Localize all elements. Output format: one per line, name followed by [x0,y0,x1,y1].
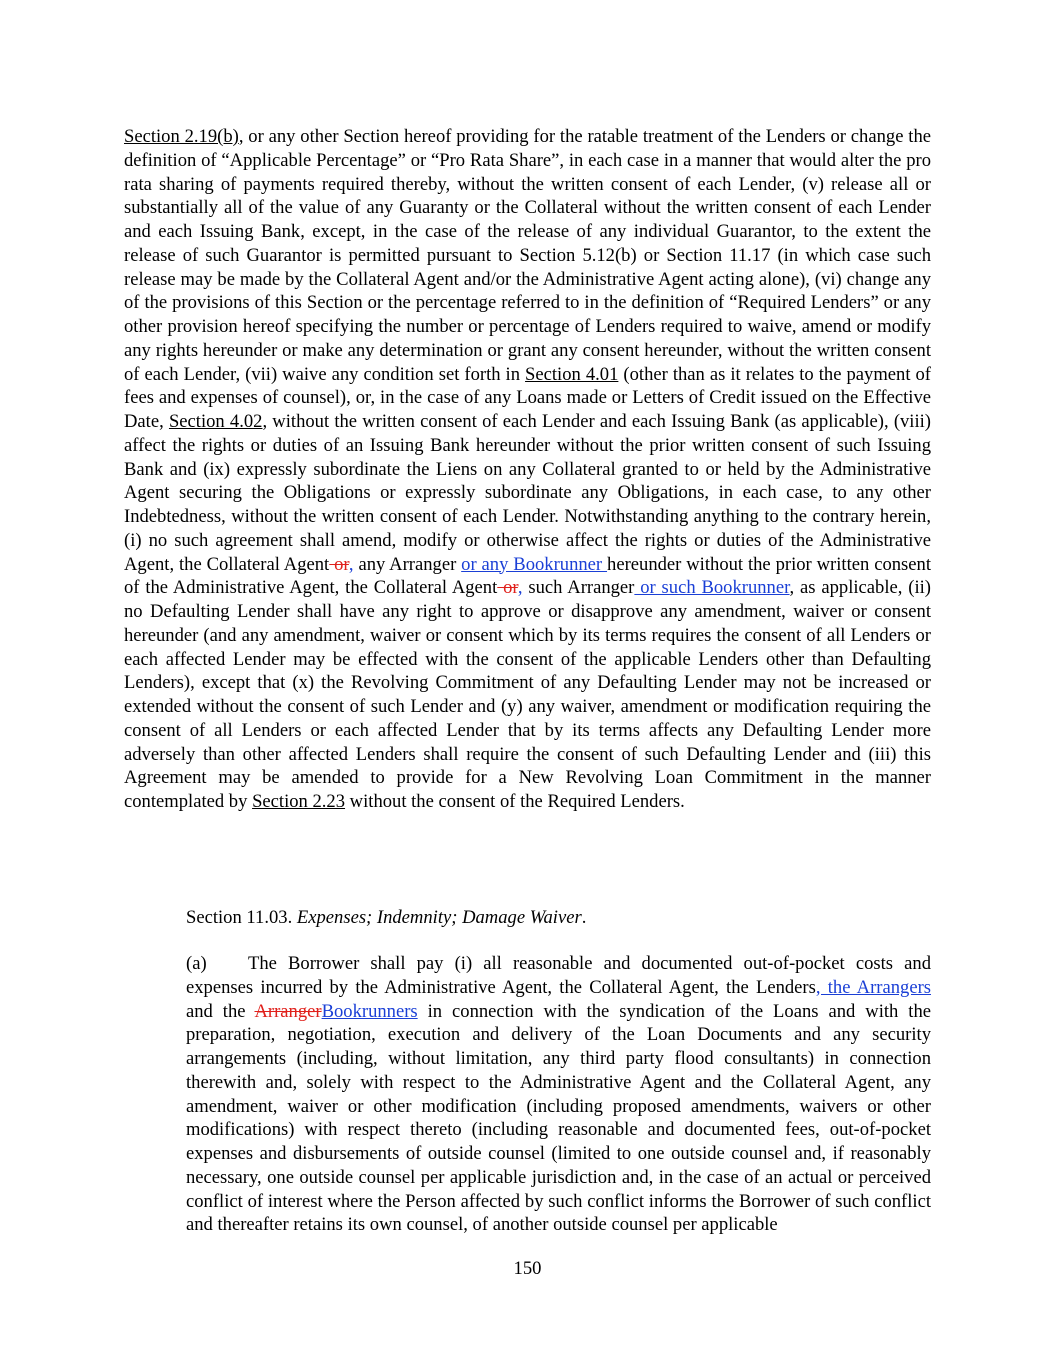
section-number: Section 11.03. [186,907,297,928]
amendments-paragraph [124,125,931,814]
text-run: and the [186,1000,255,1022]
section-ref: Section 4.02 [168,411,263,432]
text-run: hereunder without the prior written consent of the Administrative Agent, the Collateral Agent [124,553,931,599]
inserted-text: or any Bookrunner [461,553,608,575]
section-ref: Section 4.01 [525,363,619,385]
section-ref: Section 2.23 [252,791,346,812]
inserted-text: , the Arrangers [815,976,931,998]
section-title: Expenses; Indemnity; Damage Waiver [296,907,582,928]
clause-label: (a) [186,953,207,974]
page-number: 150 [513,1258,542,1279]
section-heading [124,906,931,930]
deleted-text: or [329,553,349,575]
text-run: any Arranger [353,553,462,575]
deleted-text: or [497,577,518,599]
text-run: such Arranger [522,577,635,599]
text-run: , without the written consent of each Lender and each Issuing Bank (as applicable), (viii) affect the rights or duties of an Issuing Bank hereunder without the prior written consent of such Issuing Bank and (ix) expressly subordinate the Liens on any Collateral granted to or held by the Administrative Agent securing the Obligations or expressly subordinate any Obligations, in each case, to any other Indebtedness, without the written consent of each Lender. Notwithstanding anything to the contrary herein, (i) no such agreement shall amend, modify or otherwise affect the rights or duties of the Administrative Agent, the Collateral Agent [124,411,931,575]
deleted-text: Arranger [254,1000,322,1022]
text-run: , or any other Section hereof providing for the ratable treatment of the Lenders or change the definition of “Applicable Percentage” or “Pro Rata Share”, in each case in a manner that would alter the pro rata sharing of payments required thereby, without the written consent of each Lender, (v) release all or substantially all of the value of any Guaranty or the Collateral without the written consent of each Lender and each Issuing Bank, except, in the case of the release of any individual Guarantor, to the extent the release of such Guarantor is permitted pursuant to Section 5.12(b) or Section 11.17 (in which case such release may be made by the Collateral Agent and/or the Administrative Agent acting alone), (vi) change any of the provisions of this Section or the percentage referred to in the definition of “Required Lenders” or any other provision hereof specifying the number or percentage of Lenders required to waive, amend or modify any rights hereunder or make any determination or grant any consent hereunder, without the written consent of each Lender, (vii) waive any condition set forth in [124,126,932,385]
text-run: in connection with the syndication of the Loans and with the preparation, negotiation, execution and delivery of the Loan Documents and any security arrangements (including, without limitation, any third party flood consultants) in connection therewith and, solely with respect to the Administrative Agent and the Collateral Agent, any amendment, waiver or other modification (including proposed amendments, waivers or other modifications) with respect thereto (including reasonable and documented fees, out-of-pocket expenses and disbursements of outside counsel (limited to one outside counsel and, if reasonably necessary, one outside counsel per applicable jurisdiction and, in the case of an actual or perceived conflict of interest where the Person affected by such conflict informs the Borrower of such conflict and thereafter retains its own counsel, of another outside counsel per applicable [186,1000,931,1236]
inserted-text: , [348,553,354,575]
section-period: . [581,907,587,928]
text-run: (other than as it relates to the payment of fees and expenses of counsel), or, in the case of any Loans made or Letters of Credit issued on the Effective Date, [124,363,931,432]
text-run: , as applicable, (ii) no Defaulting Lender shall have any right to approve or disapprove any amendment, waiver or consent hereunder (and any amendment, waiver or consent which by its terms requires the consent of all Lenders or each affected Lender may be effected with the consent of the applicable Lenders other than Defaulting Lenders), except that (x) the Revolving Commitment of any Defaulting Lender may not be increased or extended without the consent of such Lender and (y) any waiver, amendment or modification requiring the consent of all Lenders or each affected Lender that by its terms affects any Defaulting Lender more adversely than other affected Lenders shall require the consent of such Defaulting Lender and (iii) this Agreement may be amended to provide for a New Revolving Loan Commitment in the manner contemplated by [124,577,931,812]
text-run: The Borrower shall pay (i) all reasonable and documented out-of-pocket costs and expenses incurred by the Administrative Agent, the Collateral Agent, the Lenders [186,953,931,998]
inserted-text: or such Bookrunner [634,577,790,599]
section-ref: Section 2.19(b) [124,126,239,147]
inserted-text: Bookrunners [321,1000,418,1022]
text-run: without the consent of the Required Lenders. [345,791,685,812]
inserted-text: , [517,577,523,599]
expenses-paragraph [124,952,931,1237]
